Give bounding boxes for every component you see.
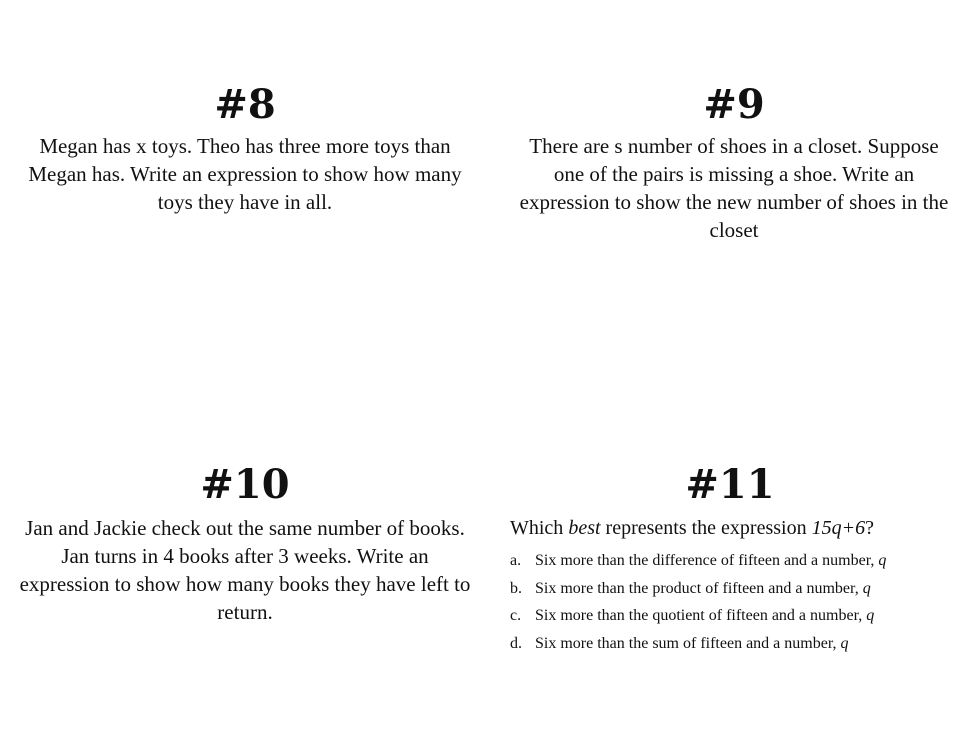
choice-text — [535, 575, 871, 603]
answer-choices — [505, 547, 955, 657]
problem-9-card — [515, 82, 953, 244]
stem-text-end: ? — [865, 517, 874, 539]
choice-variable: q — [878, 552, 887, 569]
choice-text — [535, 630, 849, 658]
answer-choice-d — [510, 630, 955, 658]
problem-number: #8 — [214, 81, 276, 128]
problem-text: Megan has x toys. Theo has three more toys than Megan has. Write an expression to show how many toys they have in all. — [28, 134, 462, 214]
stem-expression: 15q+6 — [811, 517, 866, 539]
choice-letter: c. — [510, 607, 522, 624]
problem-text: There are s number of shoes in a closet. Suppose one of the pairs is missing a shoe. Write an expression to show the new number of shoes in the closet — [519, 134, 949, 242]
answer-choice-b — [510, 575, 955, 603]
choice-text-body: Six more than the product of fifteen and a number, — [535, 579, 863, 597]
choice-text — [535, 547, 886, 575]
choice-text-body: Six more than the sum of fifteen and a number, — [535, 634, 841, 652]
answer-choice-a — [510, 547, 955, 575]
problem-text: Jan and Jackie check out the same number of books. Jan turns in 4 books after 3 weeks. Write an expression to show how many books they have left to return. — [19, 516, 471, 624]
problem-number: #11 — [685, 461, 775, 508]
choice-variable: q — [866, 607, 875, 624]
choice-text-body: Six more than the quotient of fifteen and a number, — [535, 607, 867, 624]
stem-text-middle: represents the expression — [600, 517, 812, 539]
problem-10-card — [18, 462, 472, 626]
choice-variable: q — [840, 634, 849, 652]
choice-variable: q — [862, 579, 871, 597]
answer-choice-c — [510, 602, 955, 630]
choice-letter: a. — [510, 552, 522, 569]
question-stem — [505, 514, 955, 542]
stem-text-start: Which — [510, 517, 569, 539]
problem-number: #9 — [703, 81, 765, 128]
problem-11-card — [505, 462, 955, 657]
choice-text — [535, 602, 874, 630]
stem-emphasis: best — [568, 517, 601, 539]
choice-letter: d. — [510, 634, 522, 652]
choice-letter: b. — [510, 579, 522, 597]
choice-text-body: Six more than the difference of fifteen and a number, — [535, 552, 879, 569]
problem-number: #10 — [200, 461, 290, 508]
problem-8-card — [20, 82, 470, 216]
